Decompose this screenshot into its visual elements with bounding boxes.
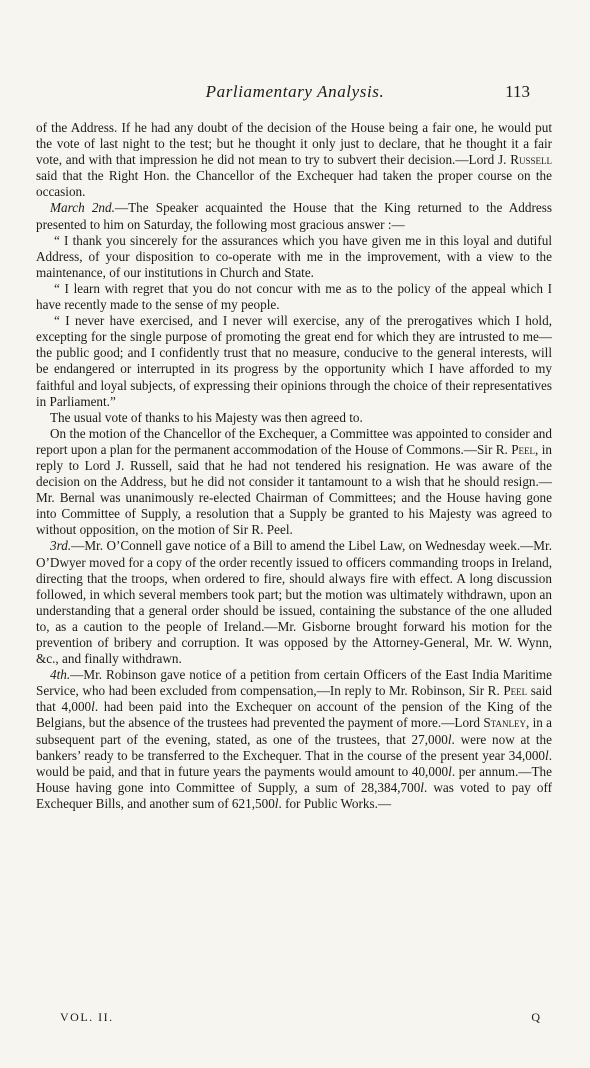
paragraph-text: , in reply to Lord J. Russell, said that he had not tendered his resignation. He was aware of the decision on the Address, but he did not consider it tantamount to a wish that he should resign.—Mr. Bernal was unanimously re-elected Chairman of Committees; and the House having gone into Committee of Supply, a resolution that a Supply be granted to his Majesty was agreed to without opposition, on the motion of Sir R. Peel.	[36, 441, 552, 538]
page-footer	[60, 1010, 540, 1030]
paragraph	[36, 313, 552, 410]
paragraph	[36, 410, 552, 426]
page-number: 113	[505, 82, 530, 101]
paragraph	[36, 667, 552, 812]
paragraph	[36, 120, 552, 200]
paragraph-text: said that 4,000	[36, 683, 552, 715]
italic-text: 3rd.	[50, 538, 72, 554]
paragraph-text: On the motion of the Chancellor of the Exchequer, a Committee was appointed to consider and report upon a plan for the permanent accommodation of the House of Commons.—Sir R.	[36, 425, 552, 457]
signature-mark: Q	[531, 1010, 540, 1024]
volume-signature: VOL. II.	[60, 1010, 114, 1024]
name-small-caps: Russell	[510, 152, 552, 168]
name-small-caps: Peel	[511, 441, 536, 457]
paragraph-text: “ I learn with regret that you do not concur with me as to the policy of the appeal which I have recently made to the sense of my people.	[36, 280, 552, 313]
paragraph-text: . would be paid, and that in future years the payments would amount to 40,000	[36, 747, 552, 779]
italic-text: l	[545, 747, 549, 763]
paragraph-text: “ I never have exercised, and I never will exercise, any of the prerogatives which I hold, excepting for the single purpose of promoting the great end for which they are intrusted to me—the public good; and I confidently trust that no measure, conducive to the general interests, will be endangered or interrupted in its progress by the opportunity which I have afforded to my faithful and loyal subjects, of expressing their opinions through the choice of their representatives in Parliament.”	[36, 313, 552, 409]
italic-text: l	[448, 763, 452, 779]
paragraph-text: said that the Right Hon. the Chancellor of the Exchequer had taken the proper course on the occasion.	[36, 168, 552, 200]
italic-text: l	[447, 731, 452, 747]
name-small-caps: Peel	[503, 683, 528, 699]
paragraph-text: . were now at the bankers’ ready to be transferred to the Exchequer. That in the course of the present year 34,000	[36, 731, 552, 763]
italic-text: March 2nd.	[50, 200, 115, 216]
paragraph	[36, 538, 552, 667]
paragraph-text: . had been paid into the Exchequer on account of the pension of the King of the Belgians, but the absence of the trustees had prevented the payment of more.—Lord	[36, 699, 552, 731]
body-text	[36, 120, 552, 812]
paragraph-text: The usual vote of thanks to his Majesty was then agreed to.	[50, 409, 363, 425]
paragraph-text: , in a subsequent part of the evening, stated, as one of the trustees, that 27,000	[36, 715, 552, 747]
paragraph-text: . per annum.—The House having gone into Committee of Supply, a sum of 28,384,700	[36, 763, 552, 795]
italic-text: 4th.	[50, 667, 71, 683]
paragraph-text: “ I thank you sincerely for the assurances which you have given me in this loyal and dutiful Address, of your disposition to co-operate with me in the improvement, with a view to the maintenance, of our institutions in Church and State.	[36, 232, 552, 280]
italic-text: l	[420, 779, 424, 795]
paragraph	[36, 200, 552, 232]
paragraph-text: . was voted to pay off Exchequer Bills, and another sum of 621,500	[36, 779, 552, 811]
italic-text: l	[274, 795, 279, 811]
paragraph	[36, 233, 552, 281]
paragraph-text: . for Public Works.—	[278, 795, 392, 811]
paragraph-text: —Mr. O’Connell gave notice of a Bill to amend the Libel Law, on Wednesday week.—Mr. O’Dwyer moved for a copy of the order recently issued to officers commanding troops in Ireland, directing that the troops, when ordered to fire, should always fire with effect. A long discussion followed, in which several members took part; but the motion was ultimately withdrawn, upon an understanding that a general order should be issued, containing the substance of the one alluded to, as a caution to the people of Ireland.—Mr. Gisborne brought forward his motion for the prevention of bribery and corruption. It was opposed by the Attorney-General, Mr. W. Wynn, &c., and finally withdrawn.	[36, 538, 552, 667]
paragraph-text: of the Address. If he had any doubt of the decision of the House being a fair one, he would put the vote of last night to the test; but he thought it only just to declare, that he thought it a fair vote, and with that impression he did not mean to try to subvert their decision.—Lord J.	[36, 120, 552, 168]
name-small-caps: Stanley	[483, 715, 526, 731]
italic-text: l	[91, 699, 95, 715]
paragraph-text: —The Speaker acquainted the House that the King returned to the Address presented to him on Saturday, the following most gracious answer :—	[36, 200, 552, 232]
paragraph	[36, 281, 552, 313]
page-header	[0, 82, 590, 106]
paragraph-text: —Mr. Robinson gave notice of a petition from certain Officers of the East India Maritime Service, who had been excluded from compensation,—In reply to Mr. Robinson, Sir R.	[36, 667, 552, 699]
running-title: Parliamentary Analysis.	[205, 82, 385, 101]
paragraph	[36, 426, 552, 539]
